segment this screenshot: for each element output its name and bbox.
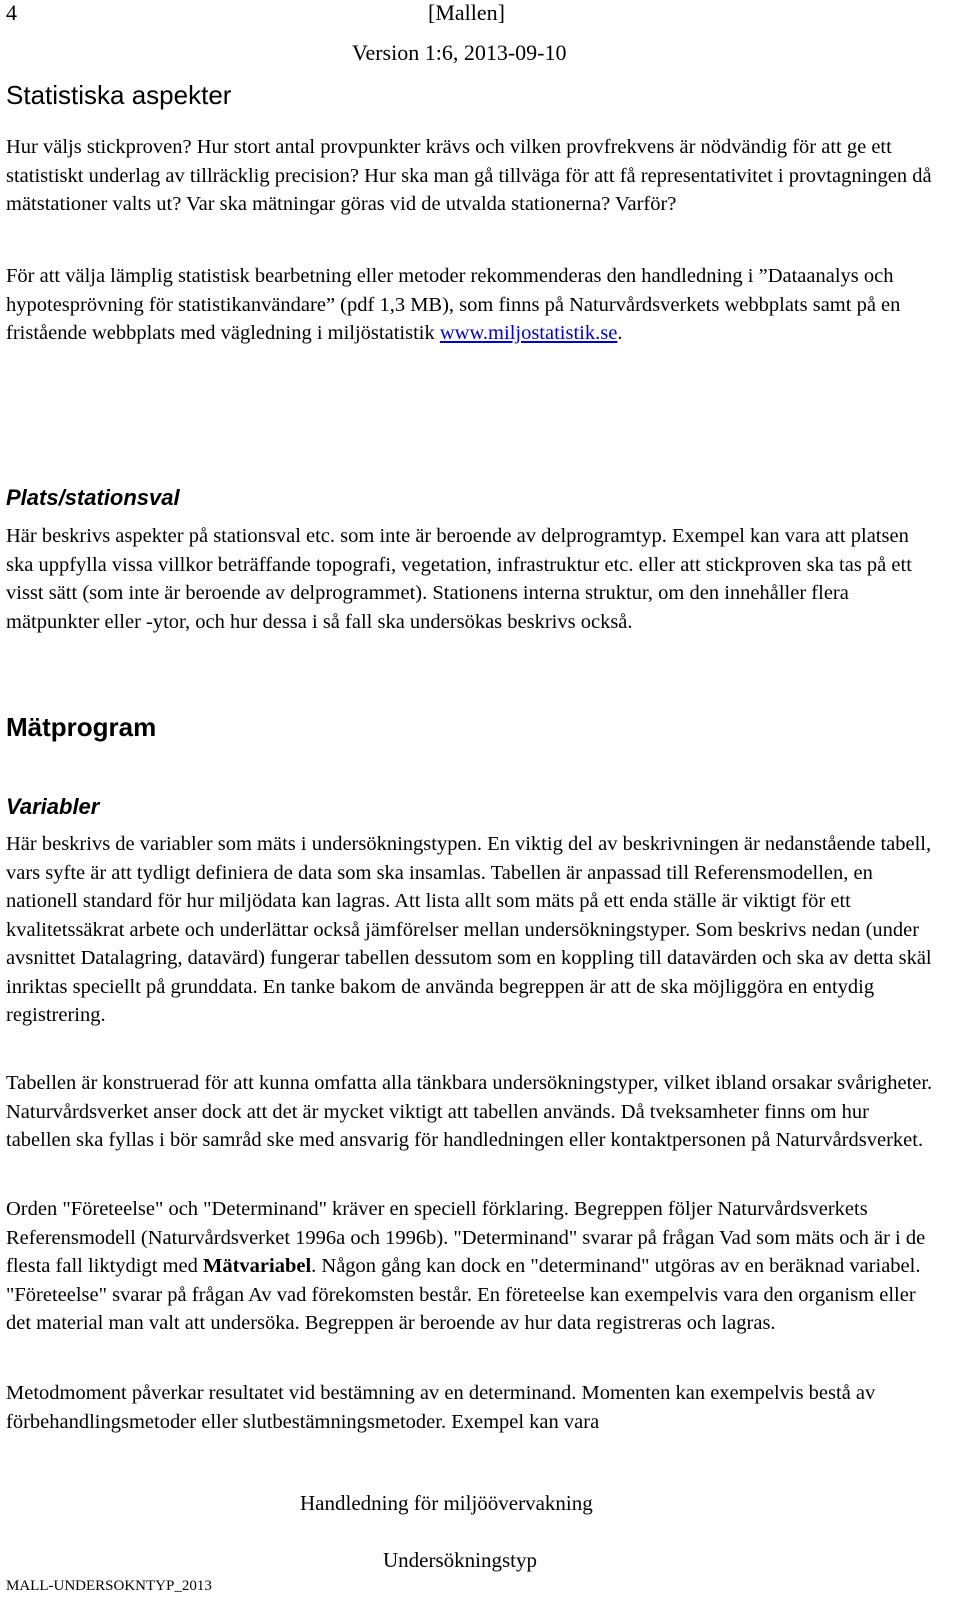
version-label: Version 1:6, 2013-09-10 bbox=[352, 40, 567, 65]
statistics-guidance-text: För att välja lämplig statistisk bearbetning eller metoder rekommenderas den handledning i ”Dataanalys och hypotesprövning för statistikanvändare” (pdf 1,3 MB), som finns på Naturvårdsverkets webbplats samt på en fristående webbplats med vägledning i miljöstatistik bbox=[6, 265, 901, 344]
statistics-guidance-paragraph bbox=[6, 262, 936, 348]
footer-template-id: MALL-UNDERSOKNTYP_2013 bbox=[6, 1578, 212, 1594]
variables-paragraph-1: Här beskrivs de variabler som mäts i undersökningstypen. En viktig del av beskrivningen är nedanstående tabell, vars syfte är att tydligt definiera de data som ska insamlas. Tabellen är anpassad till Referensmodellen, en nationell standard för hur miljödata kan lagras. Att lista allt som mäts på ett enda ställe är viktigt för ett kvalitetssäkrat arbete och underlättar också jämförelser mellan undersökningstyper. Som beskrivs nedan (under avsnittet Datalagring, datavärd) fungerar tabellen dessutom som en koppling till datavärden och ska av detta skäl inriktas speciellt på grunddata. En tanke bakom de använda begreppen är att de ska möjliggöra en entydig registrering. bbox=[6, 833, 932, 1026]
matvariabel-term: Mätvariabel bbox=[202, 1255, 312, 1277]
determinand-text-b: . Någon gång kan dock en "determinand" utgöras av en beräknad variabel. "Företeelse" svarar på frågan Av vad förekomsten består. En företeelse kan exempelvis vara den organism eller det material man valt att undersöka. Begreppen är beroende av hur data registreras och lagras. bbox=[6, 1255, 921, 1334]
statistics-guidance-end: . bbox=[617, 322, 623, 344]
heading-variables: Variabler bbox=[6, 794, 100, 819]
footer-survey-type: Undersökningstyp bbox=[383, 1548, 537, 1572]
document-tag: [Mallen] bbox=[428, 0, 505, 25]
variables-paragraph-4: Metodmoment påverkar resultatet vid bestämning av en determinand. Momenten kan exempelvis bestå av förbehandlingsmetoder eller slutbestämningsmetoder. Exempel kan vara bbox=[6, 1382, 876, 1433]
heading-statistical-aspects: Statistiska aspekter bbox=[6, 80, 232, 110]
determinand-text-a: Orden "Företeelse" och "Determinand" kräver en speciell förklaring. Begreppen följer Naturvårdsverkets Referensmodell (Naturvårdsverket 1996a och 1996b). "Determinand" svarar på frågan Vad som mäts och är i de flesta fall liktydigt med bbox=[6, 1198, 926, 1277]
variables-paragraph-2: Tabellen är konstruerad för att kunna omfatta alla tänkbara undersökningstyper, vilket ibland orsakar svårigheter. Naturvårdsverket anser dock att det är mycket viktigt att tabellen används. Då tveksamheter finns om hur tabellen ska fyllas i bör samråd ske med ansvarig för handledningen eller kontaktpersonen på Naturvårdsverket. bbox=[6, 1072, 933, 1151]
variables-paragraph-3 bbox=[6, 1195, 936, 1338]
miljostatistik-link[interactable]: www.miljostatistik.se bbox=[439, 322, 618, 344]
station-selection-paragraph: Här beskrivs aspekter på stationsval etc. som inte är beroende av delprogramtyp. Exempel kan vara att platsen ska uppfylla vissa villkor beträffande topografi, vegetation, infrastruktur etc. eller att stickproven ska tas på ett visst sätt (som inte är beroende av delprogrammet). Stationens interna struktur, om den innehåller flera mätpunkter eller -ytor, och hur dessa i så fall ska undersökas beskrivs också. bbox=[6, 525, 912, 633]
heading-station-selection: Plats/stationsval bbox=[6, 485, 180, 510]
statistics-questions-paragraph: Hur väljs stickproven? Hur stort antal provpunkter krävs och vilken provfrekvens är nödvändig för att ge ett statistiskt underlag av tillräcklig precision? Hur ska man gå tillväga för att få representativitet i provtagningen då mätstationer valts ut? Var ska mätningar göras vid de utvalda stationerna? Varför? bbox=[6, 136, 932, 215]
footer-handbook-title: Handledning för miljöövervakning bbox=[300, 1491, 593, 1515]
heading-measurement-program: Mätprogram bbox=[6, 712, 157, 742]
page-number: 4 bbox=[6, 0, 17, 25]
